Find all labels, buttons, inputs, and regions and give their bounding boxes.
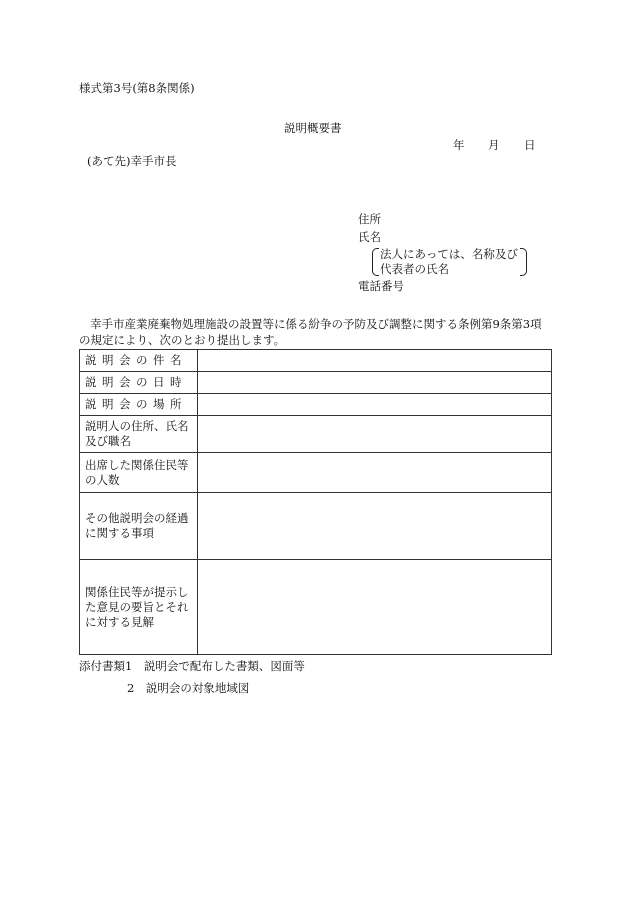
- table-row: [80, 453, 552, 493]
- corp-note-line2: 代表者の氏名: [380, 262, 449, 276]
- attachment-line2: 2 説明会の対象地域図: [127, 681, 250, 695]
- page-title: 説明概要書: [284, 121, 342, 135]
- name-label: 氏名: [358, 230, 381, 244]
- row-value-field[interactable]: [198, 416, 552, 453]
- row-value-field[interactable]: [198, 372, 552, 394]
- row-label: 出席した関係住民等の人数: [80, 453, 198, 493]
- table-row: [80, 394, 552, 416]
- intro-line2: の規定により、次のとおり提出します。: [79, 333, 286, 347]
- form-number: 様式第3号(第8条関係): [79, 81, 195, 95]
- address-label: 住所: [358, 212, 381, 226]
- table-row: [80, 372, 552, 394]
- table-row: [80, 493, 552, 560]
- left-brace: [372, 248, 379, 276]
- summary-table: [79, 349, 552, 655]
- row-label: 説明会の場所: [80, 394, 198, 416]
- row-value-field[interactable]: [198, 394, 552, 416]
- intro-line1: 幸手市産業廃棄物処理施設の設置等に係る紛争の予防及び調整に関する条例第9条第3項: [90, 317, 542, 331]
- date-year-label: 年: [453, 138, 465, 152]
- row-label: 説明人の住所、氏名及び職名: [80, 416, 198, 453]
- corp-note-line1: 法人にあっては、名称及び: [380, 247, 518, 261]
- row-value-field[interactable]: [198, 493, 552, 560]
- attachment-line1: 添付書類1 説明会で配布した書類、図面等: [79, 659, 305, 673]
- table-row: [80, 416, 552, 453]
- row-value-field[interactable]: [198, 453, 552, 493]
- row-label: 説明会の件名: [80, 350, 198, 372]
- row-label: 説明会の日時: [80, 372, 198, 394]
- row-label: その他説明会の経過に関する事項: [80, 493, 198, 560]
- row-label: 関係住民等が提示した意見の要旨とそれに対する見解: [80, 560, 198, 655]
- right-brace: [520, 248, 527, 276]
- row-value-field[interactable]: [198, 350, 552, 372]
- date-day-label: 日: [524, 138, 536, 152]
- addressee: (あて先)幸手市長: [87, 154, 177, 168]
- table-row: [80, 560, 552, 655]
- date-month-label: 月: [488, 138, 500, 152]
- row-value-field[interactable]: [198, 560, 552, 655]
- table-row: [80, 350, 552, 372]
- phone-label: 電話番号: [358, 279, 404, 293]
